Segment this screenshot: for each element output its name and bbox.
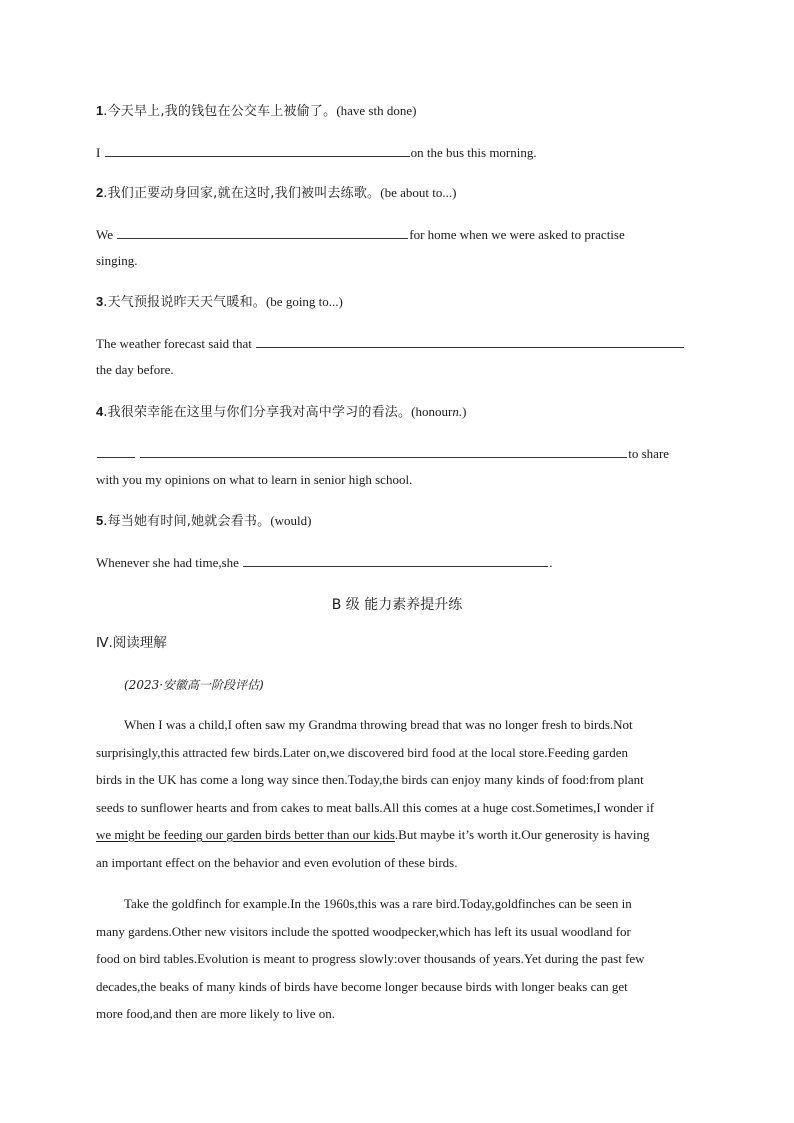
answer-blank[interactable] [117, 226, 408, 239]
question-hint-close: ) [462, 404, 467, 419]
passage-paragraph-1 [96, 711, 696, 876]
answer-blank[interactable] [243, 554, 548, 567]
question-chinese: .我很荣幸能在这里与你们分享我对高中学习的看法。 [103, 405, 412, 420]
answer-blank[interactable] [256, 335, 684, 348]
question-2-answer-line [96, 226, 625, 243]
question-2-continuation: singing. [96, 253, 138, 268]
answer-prefix: Whenever she had time,she [96, 555, 239, 570]
question-2-prompt [96, 185, 456, 202]
paragraph-line: birds in the UK has come a long way since then.Today,the birds can enjoy many kinds of food:from plant [96, 772, 644, 787]
question-4-answer-line [96, 445, 669, 462]
passage-paragraph-2 [96, 890, 696, 1028]
question-number: 3 [96, 294, 104, 309]
question-hint: (have sth done) [336, 103, 417, 118]
question-chinese: .每当她有时间,她就会看书。 [103, 514, 271, 529]
paragraph-line: an important effect on the behavior and even evolution of these birds. [96, 854, 458, 870]
paragraph-line: seeds to sunflower hearts and from cakes to meat balls.All this comes at a huge cost.Sometimes,I wonder if [96, 799, 655, 815]
paragraph-line: decades,the beaks of many kinds of birds have become longer because birds with longer beaks can get [96, 978, 628, 994]
answer-prefix: We [96, 227, 113, 242]
question-number: 2 [96, 185, 104, 200]
question-hint: (would) [270, 513, 312, 528]
question-number: 1 [96, 103, 104, 118]
question-3-answer-line [96, 335, 685, 352]
paragraph-line: When I was a child,I often saw my Grandma throwing bread that was no longer fresh to birds.Not [124, 717, 633, 732]
question-hint-pos: n. [452, 404, 463, 419]
paragraph-line: Take the goldfinch for example.In the 1960s,this was a rare bird.Today,goldfinches can be seen in [124, 896, 632, 911]
question-4-continuation: with you my opinions on what to learn in senior high school. [96, 472, 413, 487]
question-chinese: .我们正要动身回家,就在这时,我们被叫去练歌。 [103, 186, 381, 201]
question-chinese: .天气预报说昨天天气暖和。 [103, 295, 266, 310]
question-3-prompt [96, 294, 343, 311]
paragraph-line: many gardens.Other new visitors include the spotted woodpecker,which has left its usual woodland for [96, 923, 631, 939]
paragraph-line: more food,and then are more likely to live on. [96, 1006, 335, 1021]
underlined-sentence: we might be feeding our garden birds better than our kids [96, 827, 395, 842]
answer-blank[interactable] [140, 445, 627, 458]
question-chinese: .今天早上,我的钱包在公交车上被偷了。 [103, 104, 337, 119]
paragraph-line: surprisingly,this attracted few birds.Later on,we discovered bird food at the local store.Feeding garden [96, 744, 628, 760]
question-number: 4 [96, 404, 104, 419]
answer-suffix: to share [628, 446, 670, 461]
answer-prefix: I [96, 145, 101, 160]
answer-suffix: for home when we were asked to practise [409, 227, 625, 242]
answer-blank-short[interactable] [97, 445, 135, 458]
passage-source: (2023·安徽高一阶段评估) [124, 678, 264, 692]
question-number: 5 [96, 513, 104, 528]
level-title: B 级 能力素养提升练 [331, 597, 463, 613]
question-hint: (be going to...) [265, 294, 343, 309]
question-1-prompt [96, 103, 416, 120]
question-3-continuation: the day before. [96, 362, 174, 377]
paragraph-line [96, 821, 696, 849]
answer-suffix: on the bus this morning. [410, 145, 537, 160]
question-1-answer-line [96, 144, 537, 161]
question-hint: (be about to...) [380, 185, 457, 200]
answer-prefix: The weather forecast said that [96, 336, 252, 351]
paragraph-line: food on bird tables.Evolution is meant to progress slowly:over thousands of years.Yet during the past few [96, 951, 645, 966]
paragraph-text: .But maybe it’s worth it.Our generosity is having [394, 827, 650, 842]
question-5-answer-line [96, 554, 552, 571]
question-5-prompt [96, 513, 311, 530]
question-4-prompt [96, 404, 466, 421]
question-hint: (honour [411, 404, 453, 419]
answer-blank[interactable] [105, 144, 410, 157]
answer-suffix: . [549, 555, 553, 570]
section-title: Ⅳ.阅读理解 [96, 635, 167, 651]
